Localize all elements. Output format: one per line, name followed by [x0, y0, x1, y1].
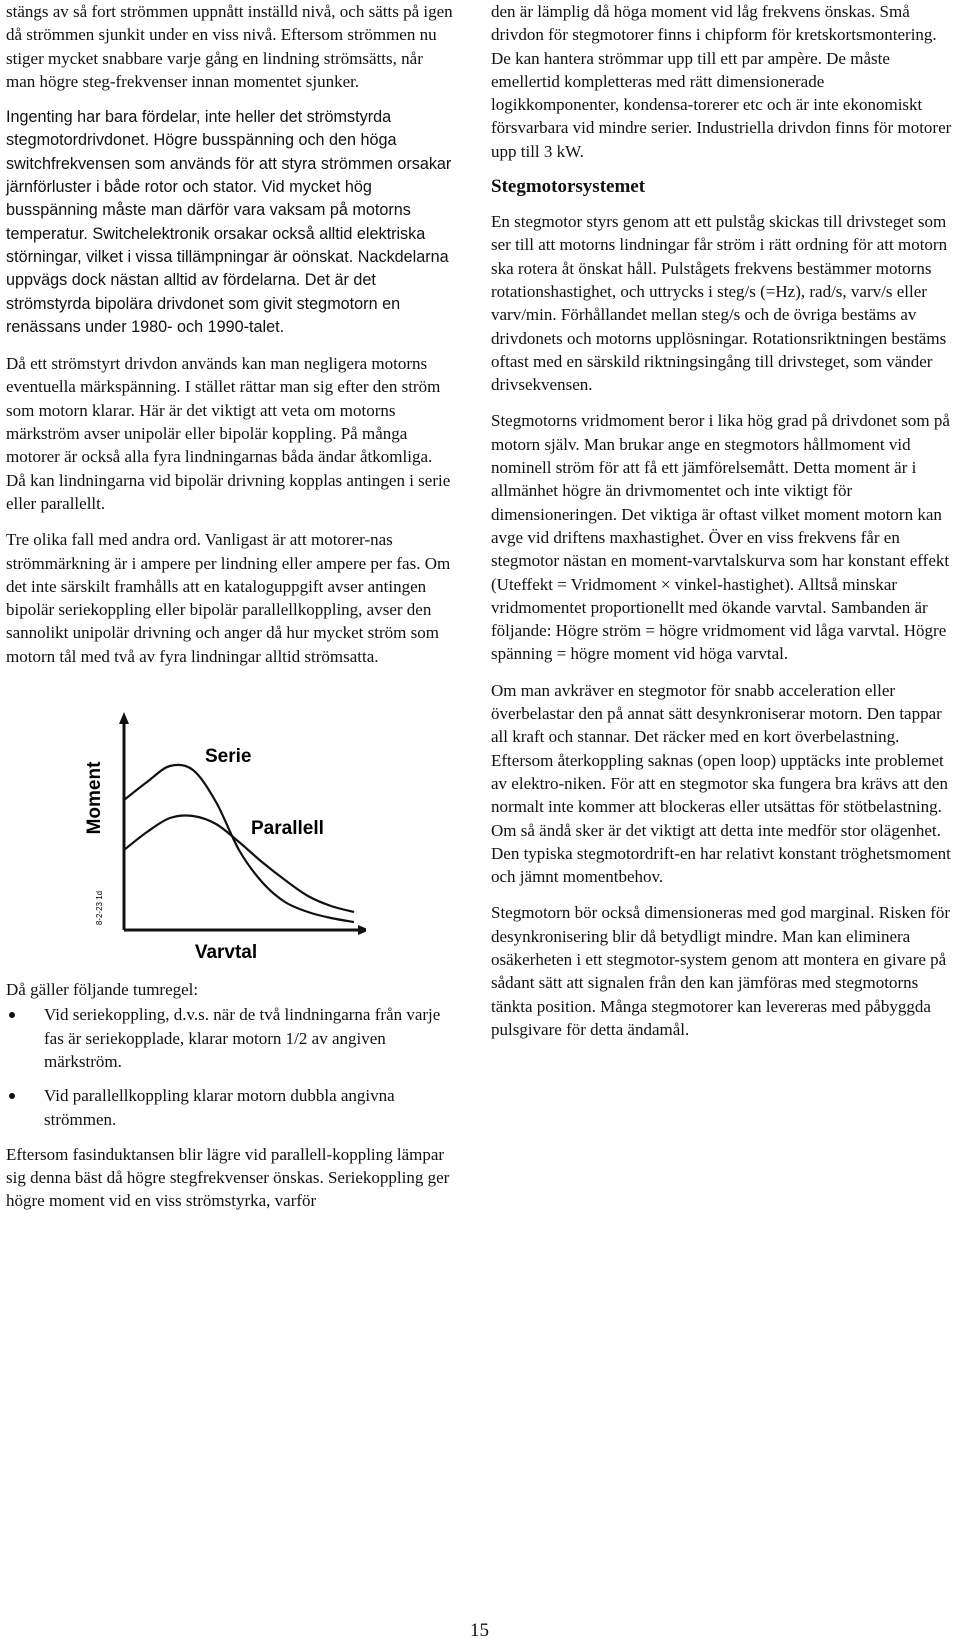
figure-code: 8-2-23 1d: [95, 890, 104, 926]
left-column: [6, 0, 456, 1213]
right-column: [491, 0, 953, 1041]
bullet-icon: [9, 1093, 15, 1099]
paragraph: Stegmotorn bör också dimensioneras med god marginal. Risken för desynkronisering blir då betydligt mindre. Man kan eliminera osäkerheten i ett stegmotor-system genom att montera en givare på sådant sätt att signalen från den kan jämföras med stegmotorns tänkta position. Många stegmotorer kan levereras med påbyggda pulsgivare för detta ändamål.: [491, 903, 951, 1039]
paragraph: Ingenting har bara fördelar, inte heller det strömstyrda stegmotordrivdonet. Högre busspänning och den höga switchfrekvensen som används för att styra strömmen orsakar järnförluster i både rotor och stator. Vid mycket hög busspänning måste man därför vara vaksam på motorns temperatur. Switchelektronik orsakar också alltid elektriska störningar, vilket i vissa tillämpningar är oönskat. Nackdelarna uppvägs dock nästan alltid av fördelarna. Det är det strömstyrda bipolära drivdonet som givit stegmotorn en renässans under 1980- och 1990-talet.: [6, 108, 452, 336]
list-item: [6, 1003, 456, 1073]
paragraph: Stegmotorns vridmoment beror i lika hög grad på drivdonet som på motorn själv. Man brukar ange en stegmotors hållmoment vid nominell ström för att få ett jämförelsemått. Detta moment är i allmänhet högre än drivmomentet och inte viktigt för dimensioneringen. Det viktiga är oftast vilket moment motorn kan avge vid driftens maxhastighet. Över en viss frekvens får en stegmotor nästan en moment-varvtalskurva som har konstant effekt (Uteffekt = Vridmoment × vinkel-hastighet). Alltså minskar vridmomentet proportionellt med ökande varvtal. Sambanden är följande: Högre ström = högre vridmoment vid låga varvtal. Högre spänning = högre moment vid höga varvtal.: [491, 411, 950, 664]
series-label-serie: Serie: [205, 746, 252, 768]
y-axis-label: Moment: [84, 761, 105, 835]
x-axis-arrow: [358, 925, 366, 935]
bullet-list: [6, 1003, 456, 1130]
paragraph: Tre olika fall med andra ord. Vanligast är att motorer-nas strömmärkning är i ampere per lindning eller ampere per fas. Om det inte särskilt framhålls att en kataloguppgift avser antingen bipolär seriekoppling eller bipolär parallellkoppling, avser den sannolikt unipolär drivning och anger då hur mycket ström som motorn tål med två av fyra lindningar alltid strömsatta.: [6, 530, 451, 666]
list-item-text: Vid seriekoppling, d.v.s. när de två lindningarna från varje fas är seriekopplade, klarar motorn 1/2 av angiven märkström.: [44, 1005, 441, 1071]
list-item: [6, 1084, 456, 1131]
paragraph: stängs av så fort strömmen uppnått inställd nivå, och sätts på igen då strömmen sjunkit under en viss nivå. Eftersom strömmen nu stiger mycket snabbare varje gång en lindning strömsätts, når man högre steg-frekvenser innan momentet sjunker.: [6, 2, 453, 91]
paragraph: Då ett strömstyrt drivdon används kan man negligera motorns eventuella märkspänning. I stället rättar man sig efter den ström som motorn klarar. Här är det viktigt att veta om motorns märkström avser unipolär eller bipolär koppling. På många motorer är också alla fyra lindningarnas båda ändar åtkomliga. Då kan lindningarna vid bipolär drivning kopplas antingen i serie eller parallellt.: [6, 354, 451, 513]
series-label-parallell: Parallell: [251, 818, 324, 840]
bullet-icon: [9, 1012, 15, 1018]
chart-curves: [124, 746, 354, 922]
paragraph: Om man avkräver en stegmotor för snabb acceleration eller överbelastar den på annat sätt desynkroniserar motorn. Den tappar all kraft och stannar. Det räcker med en kort överbelastning. Eftersom återkoppling saknas (open loop) upptäcks inte problemet av elektro-niken. För att en stegmotor ska fungera bra krävs att den normalt inte kommer att blockeras eller utsättas för stötbelastning. Om så ändå sker är det viktigt att detta inte medför stor olägenhet. Den typiska stegmotordrift-en har relativt konstant tröghetsmoment och jämnt momentbehov.: [491, 680, 951, 887]
x-axis-label: Varvtal: [194, 942, 258, 964]
paragraph: En stegmotor styrs genom att ett pulståg skickas till drivsteget som ser till att motorns lindningar får ström i rätt ordning för att motorn ska rotera åt önskat håll. Pulstågets frekvens bestämmer motorns rotationshastighet, och uttrycks i steg/s (=Hz), rad/s, varv/s eller varv/min. Förhållandet mellan steg/s och de övriga bestäms av drivdonets och motorns upplösningar. Rotationsriktningen bestäms oftast med en särskild riktningsingång till drivsteget, som vänder drivsekvensen.: [491, 212, 948, 395]
chart-svg: [46, 708, 366, 964]
paragraph: Då gäller följande tumregel:: [6, 980, 199, 1000]
y-axis-arrow: [119, 712, 129, 724]
paragraph: Eftersom fasinduktansen blir lägre vid parallell-koppling lämpar sig denna bäst då högre stegfrekvenser önskas. Seriekoppling ger högre moment vid en viss strömstyrka, varför: [6, 1144, 450, 1211]
paragraph: den är lämplig då höga moment vid låg frekvens önskas. Små drivdon för stegmotorer finns i chipform för kretskortsmontering. De kan hantera strömmar upp till ett par ampère. De måste emellertid kompletteras med rätt dimensionerade logikkomponenter, kondensa-torerer etc och är inte ekonomiskt försvarbara vid mindre serier. Industriella drivdon finns för motorer upp till 3 kW.: [491, 2, 952, 161]
section-heading: Stegmotorsystemet: [491, 176, 646, 198]
page-number: 15: [470, 1620, 489, 1641]
moment-varvtal-chart: [46, 708, 366, 964]
list-item-text: Vid parallellkoppling klarar motorn dubbla angivna strömmen.: [44, 1086, 395, 1129]
